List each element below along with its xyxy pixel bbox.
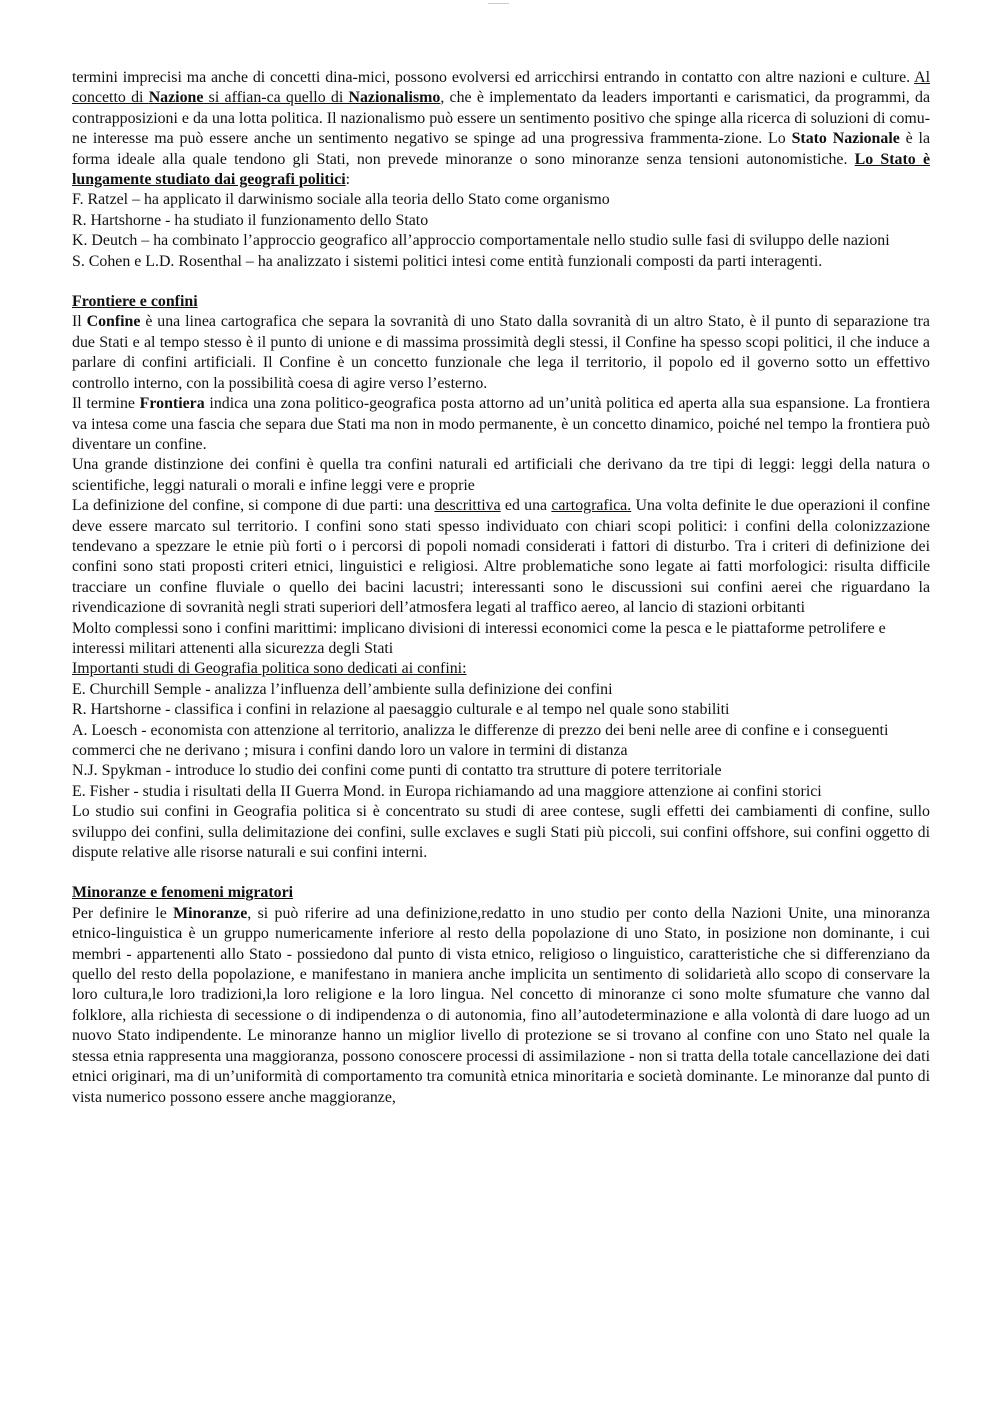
studi-heading bbox=[72, 659, 930, 679]
studi-list-item: E. Fisher - studia i risultati della II Guerra Mond. in Europa richiamando ad una maggiore attenzione ai confini storici bbox=[72, 782, 822, 800]
geografi-list-item: R. Hartshorne - ha studiato il funzionamento dello Stato bbox=[72, 211, 429, 229]
geografi-list-item: K. Deutch – ha combinato l’approccio geografico all’approccio comportamentale nello studio sulle fasi di sviluppo delle nazioni bbox=[72, 232, 890, 250]
paragraph-text: indica una zona politico-geografica posta attorno ad un’unità politica ed aperta alla sua espansione. La frontiera va intesa come una fascia che separa due Stati ma non in modo permanente, è un concetto dinamico, poiché nel tempo la frontiera può diventare un confine. bbox=[72, 395, 930, 453]
paragraph-text: Una volta definite le due operazioni il confine deve essere marcato sul territorio. I confini sono stati spesso individuato con chiari scopi politici: i confini della colonizzazione tendevano a spezzare le etnie più forti o i percorsi di popoli nomadi considerati i fattori di disturbo. Tra i criteri di definizione dei confini sono stati proposti criteri etnici, linguistici e religiosi. Altre problematiche sono legate ai fatti morfologici: risulta difficile tracciare un confine fluviale o quello dei bacini lacustri; interessanti sono le discussioni sui confini aerei che riguardano la rivendicazione di sovranità negli strati superiori dell’atmosfera legati al traffico aereo, al lancio di stazioni orbitanti bbox=[72, 497, 930, 617]
geografi-politici-heading: Lo Stato è lungamente studiato dai geografi politici bbox=[72, 150, 930, 189]
studi-list-item: R. Hartshorne - classifica i confini in relazione al paesaggio culturale e al tempo nel quale sono stabiliti bbox=[72, 701, 730, 719]
intro-text: , che è implementato da leaders importanti e carismatici, da programmi, da contrapposizioni e da una lotta politica. Il nazionalismo può essere un sentimento positivo che spinge alla ricerca di soluzioni di comu-ne interesse ma può essere anche un sentimento negativo se spinge ad una progressiva frammenta-zione. Lo bbox=[72, 89, 931, 148]
intro-text: termini imprecisi ma anche di concetti dina-mici, possono evolversi ed arricchirsi entrando in contatto con altre nazioni e culture. bbox=[72, 69, 915, 86]
distinzione-paragraph: Una grande distinzione dei confini è quella tra confini naturali ed artificiali che derivano da tre tipi di leggi: leggi della natura o scientifiche, leggi naturali o morali e infine leggi vere e proprie bbox=[72, 456, 930, 494]
term-stato-nazionale: Stato Nazionale bbox=[791, 130, 900, 148]
page-header-mark: ——— bbox=[488, 0, 509, 7]
paragraph-text: è una linea cartografica che separa la sovranità di uno Stato dalla sovranità di un altro Stato, è il punto di separazione tra due Stati e al tempo stesso è il punto di unione e di massima prossimità degli stessi, il Confine ha spesso scopi politici, il che induce a parlare di confini artificiali. Il Confine è un concetto funzionale che lega il territorio, il popolo ed il governo sotto un effettivo controllo interno, con la possibilità coesa di agire verso l’esterno. bbox=[72, 313, 930, 392]
intro-text: è la forma ideale alla quale tendono gli Stati, non prevede minoranze o sono minoranze senza tensioni autonomistiche. bbox=[72, 130, 931, 168]
studi-heading-text: Importanti studi di Geografia politica sono dedicati ai confini: bbox=[72, 660, 467, 678]
studi-list-item: A. Loesch - economista con attenzione al territorio, analizza le differenze di prezzo dei beni nelle aree di confine e i conseguenti commerci che ne derivano ; misura i confini dando loro un valore in termini di distanza bbox=[72, 721, 889, 759]
marittimi-paragraph: Molto complessi sono i confini marittimi: implicano divisioni di interessi economici come la pesca e le piattaforme petrolifere e interessi militari attenenti alla sicurezza degli Stati bbox=[72, 619, 886, 657]
term-frontiera: Frontiera bbox=[139, 395, 205, 413]
minoranze-paragraph bbox=[72, 904, 930, 1108]
intro-text: : bbox=[345, 171, 351, 189]
frontiera-paragraph bbox=[72, 394, 930, 455]
studio-confini-paragraph: Lo studio sui confini in Geografia politica si è concentrato su studi di aree contese, sugli effetti dei cambiamenti di confine, sullo sviluppo dei confini, sulla delimitazione dei confini, sulle exclaves e sugli Stati più piccoli, sui confini offshore, sui confini oggetto di dispute relative alle risorse naturali e sui confini interni. bbox=[72, 803, 930, 862]
paragraph-text: Il termine bbox=[72, 395, 140, 413]
intro-underlined-text: Al concetto di bbox=[72, 69, 930, 107]
term-descrittiva: descrittiva bbox=[434, 497, 501, 515]
geografi-list-item: S. Cohen e L.D. Rosenthal – ha analizzato i sistemi politici intesi come entità funzionali composti da parti interagenti. bbox=[72, 252, 823, 270]
paragraph-text: , si può riferire ad una definizione,redatto in uno studio per conto della Nazioni Unite, una minoranza etnico-linguistica è un gruppo numericamente inferiore al resto della popolazione di uno Stato, in posizione non dominante, i cui membri - appartenenti allo Stato - possiedono dal punto di vista etnico, religioso o linguistico, caratteristiche che si differenziano da quello del resto della popolazione, e manifestano in maniera anche implicita un sentimento di solidarietà allo scopo di conservare la loro cultura,le loro tradizioni,la loro religione e la loro lingua. Nel concetto di minoranze ci sono molte sfumature che vanno dal folklore, alla richiesta di secessione o di indipendenza o di autonomia, fino all’autodeterminazione e alla volontà di dare luogo ad un nuovo Stato indipendente. Le minoranze hanno un miglior livello di protezione se si trovano al confine con uno Stato nel quale la stessa etnia rappresenta una maggioranza, possono conoscere processi di assimilazione - non si tratta della totale cancellazione dei dati etnici originari, ma di un’uniformità di comportamento tra comunità etnica minoritaria e società dominante. Le minoranze dal punto di vista numerico possono essere anche maggioranze, bbox=[72, 904, 930, 1106]
intro-underlined-text: si affian-ca quello di bbox=[203, 89, 349, 107]
term-nazionalismo: Nazionalismo bbox=[348, 89, 441, 107]
paragraph-text: Per definire le bbox=[72, 904, 174, 922]
studi-list-item: E. Churchill Semple - analizza l’influenza dell’ambiente sulla definizione dei confini bbox=[72, 680, 613, 698]
term-minoranze: Minoranze bbox=[173, 904, 248, 922]
document-page bbox=[72, 68, 930, 1108]
definizione-paragraph bbox=[72, 496, 930, 618]
term-confine: Confine bbox=[86, 313, 141, 331]
studi-list-item: N.J. Spykman - introduce lo studio dei confini come punti di contatto tra strutture di potere territoriale bbox=[72, 762, 722, 780]
term-nazione: Nazione bbox=[148, 89, 204, 107]
paragraph-text: ed una bbox=[500, 497, 552, 515]
paragraph-text: La definizione del confine, si compone di due parti: una bbox=[72, 497, 435, 515]
section-heading-minoranze: Minoranze e fenomeni migratori bbox=[72, 884, 294, 902]
section-heading-frontiere: Frontiere e confini bbox=[72, 293, 198, 311]
confine-paragraph bbox=[72, 312, 930, 394]
paragraph-text: Il bbox=[72, 313, 87, 331]
term-cartografica: cartografica. bbox=[551, 497, 632, 515]
intro-paragraph bbox=[72, 68, 930, 190]
geografi-list-item: F. Ratzel – ha applicato il darwinismo sociale alla teoria dello Stato come organismo bbox=[72, 191, 610, 209]
